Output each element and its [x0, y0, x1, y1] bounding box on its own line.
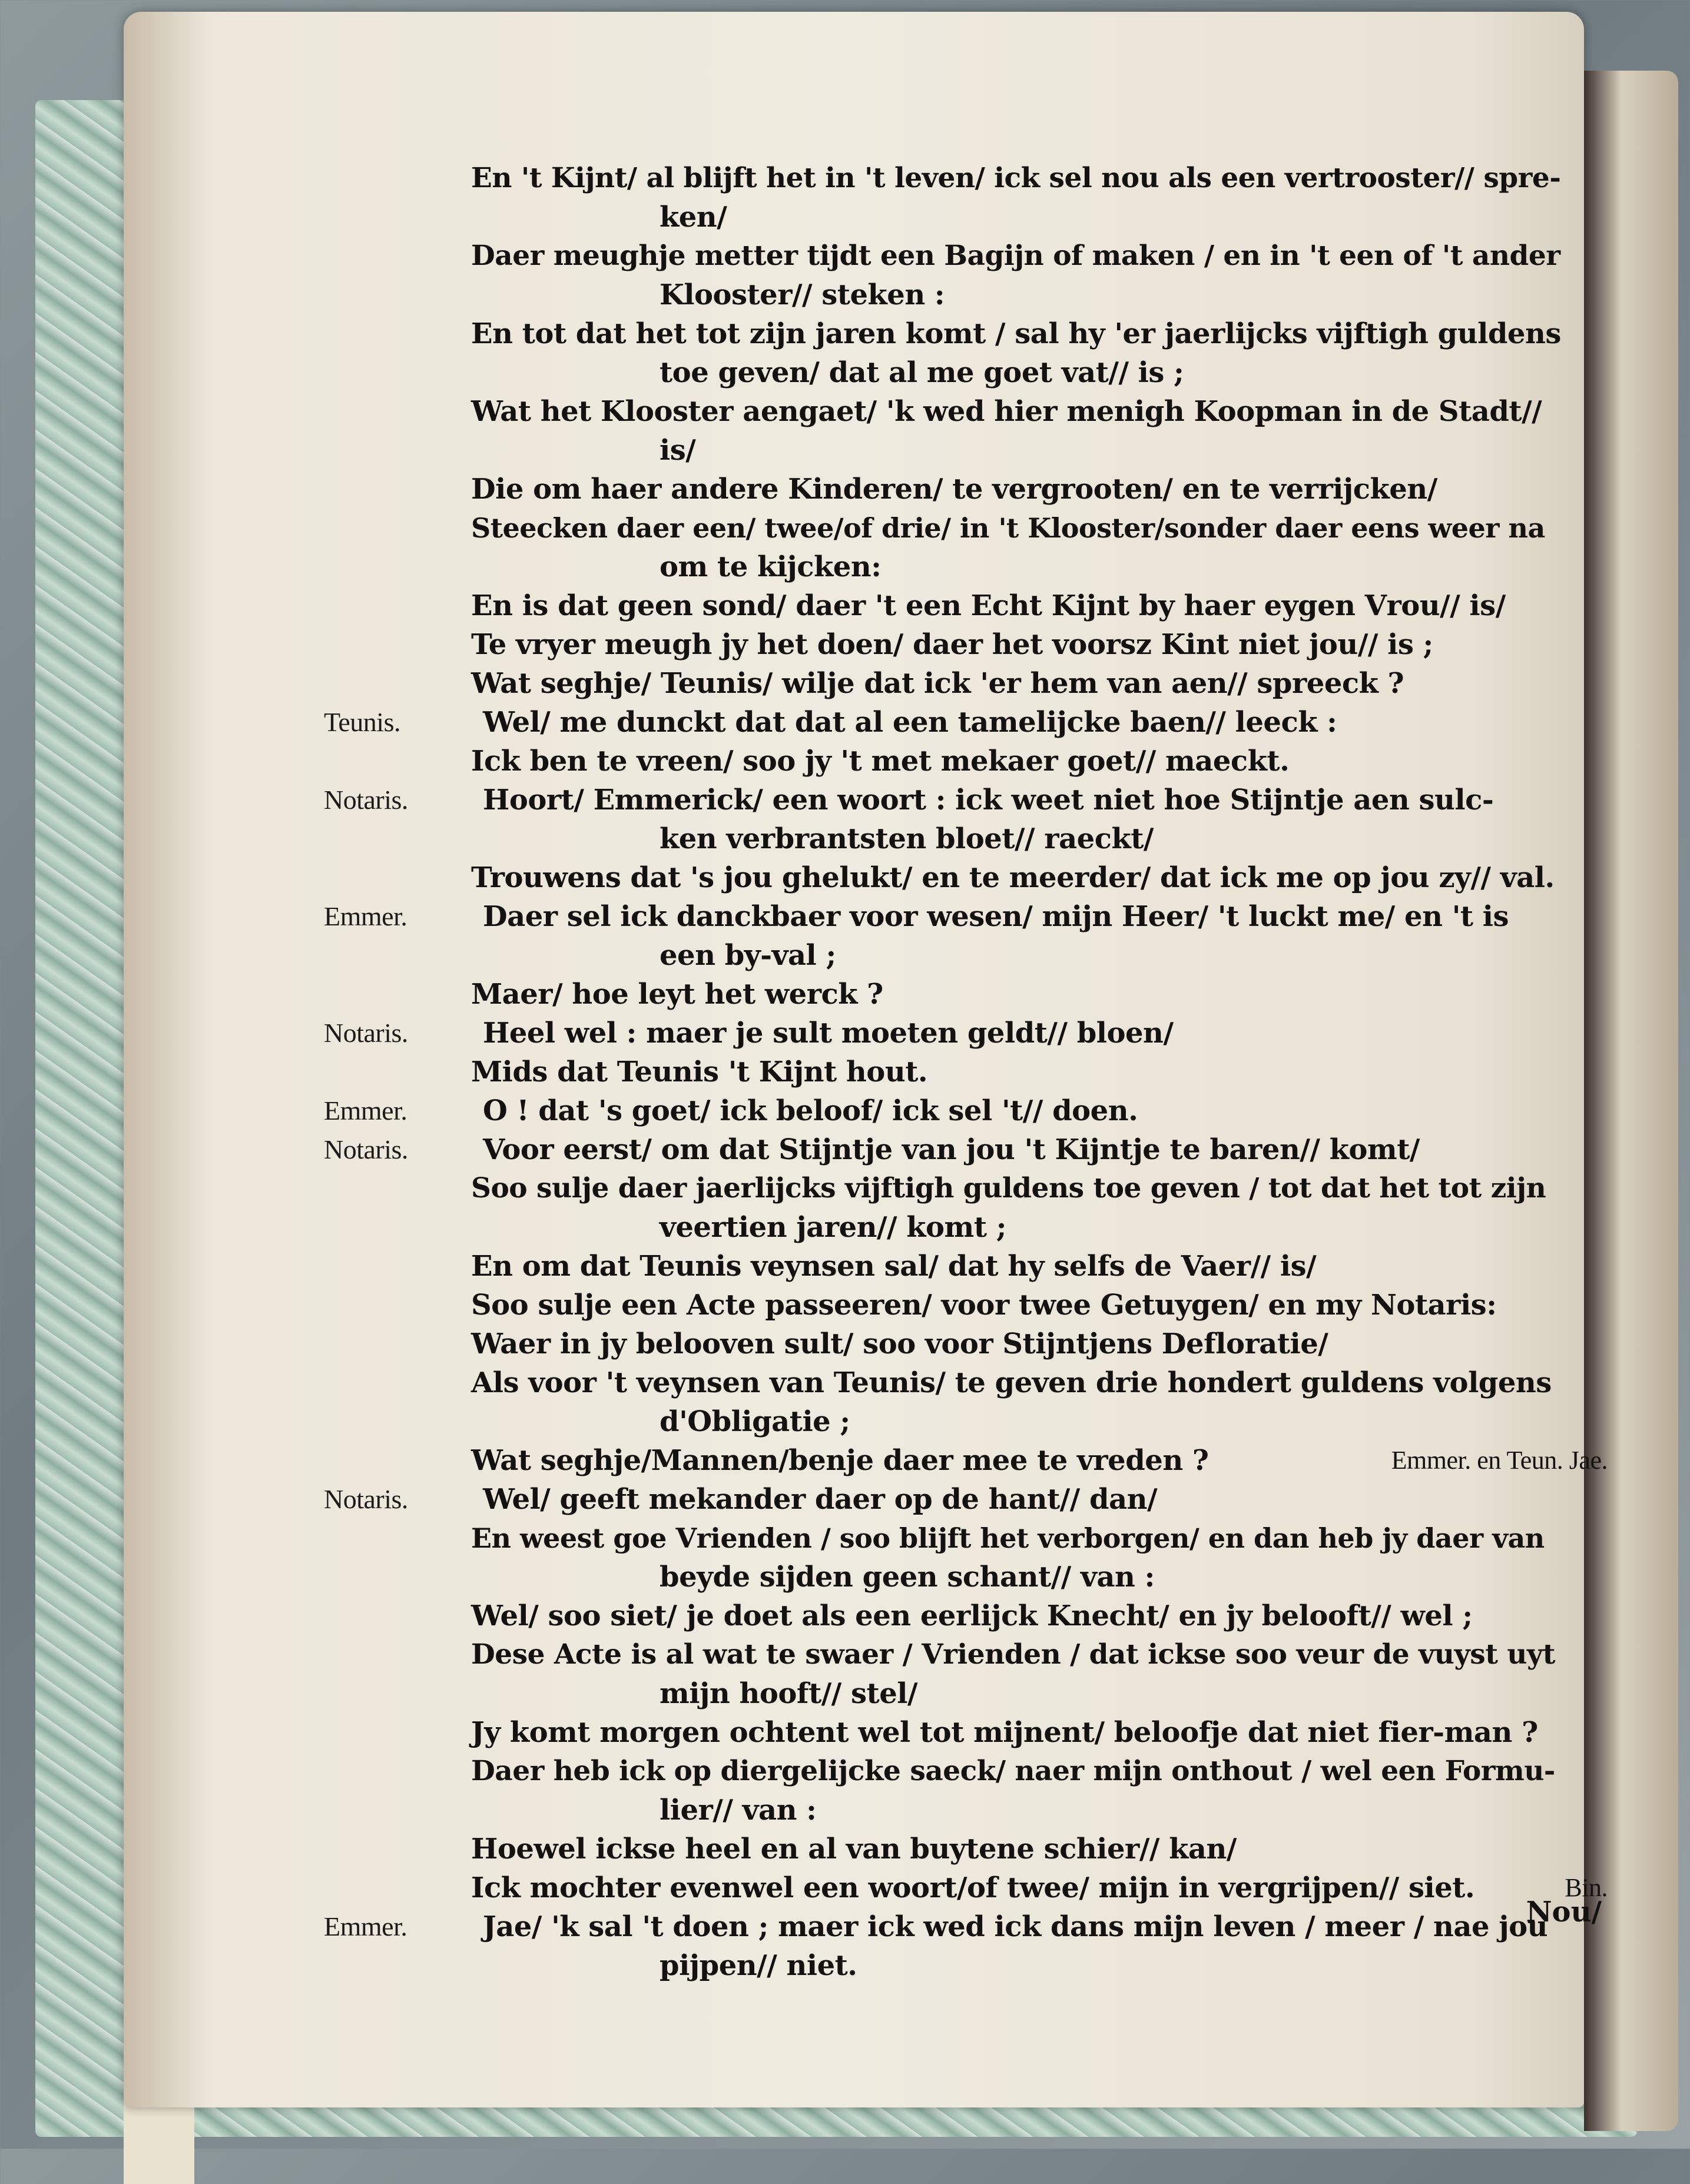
inline-speaker-note: Bin. — [1565, 1873, 1608, 1902]
dialogue-text: En is dat geen sond/ daer 't een Echt Kijnt by haer eygen Vrou// is/ — [471, 589, 1506, 622]
text-line — [330, 547, 1608, 586]
dialogue-text: Jy komt morgen ochtent wel tot mijnent/ beloofje dat niet fier-man ? — [471, 1716, 1538, 1749]
text-line — [324, 1091, 1608, 1130]
dialogue-text: ken verbrantsten bloet// raeckt/ — [660, 822, 1154, 855]
text-line — [330, 237, 1608, 276]
text-line — [330, 1169, 1608, 1208]
speaker-label: Notaris. — [324, 1484, 408, 1514]
dialogue-text: Ick ben te vreen/ soo jy 't met mekaer goet// maeckt. — [471, 745, 1290, 778]
text-line — [330, 1402, 1608, 1441]
dialogue-text: Soo sulje een Acte passeeren/ voor twee Getuygen/ en my Notaris: — [471, 1289, 1497, 1322]
text-line — [330, 586, 1608, 625]
text-line — [330, 1946, 1608, 1985]
speaker-label: Emmer. — [324, 901, 407, 931]
text-line — [330, 509, 1608, 547]
dialogue-text: Mids dat Teunis 't Kijnt hout. — [471, 1056, 928, 1088]
dialogue-text: Klooster// steken : — [660, 278, 945, 311]
text-line — [324, 1130, 1608, 1169]
dialogue-text: toe geven/ dat al me goet vat// is ; — [660, 356, 1184, 389]
dialogue-text: veertien jaren// komt ; — [660, 1211, 1006, 1244]
text-line — [330, 470, 1608, 509]
text-line — [330, 198, 1608, 237]
speaker-label: Emmer. — [324, 1911, 407, 1941]
speaker-label: Notaris. — [324, 1134, 408, 1164]
text-line — [330, 664, 1608, 703]
dialogue-text: En 't Kijnt/ al blijft het in 't leven/ ick sel nou als een vertrooster// spre- — [471, 162, 1561, 194]
text-line — [330, 1441, 1608, 1480]
dialogue-text: Daer sel ick danckbaer voor wesen/ mijn Heer/ 't luckt me/ en 't is — [483, 900, 1509, 933]
dialogue-text: Als voor 't veynsen van Teunis/ te geven drie hondert guldens volgens — [471, 1366, 1552, 1399]
dialogue-text: d'Obligatie ; — [660, 1405, 850, 1438]
dialogue-text: O ! dat 's goet/ ick beloof/ ick sel 't// doen. — [483, 1094, 1138, 1127]
text-line — [330, 858, 1608, 897]
dialogue-text: Wat seghje/Mannen/benje daer mee te vreden ? — [471, 1444, 1209, 1477]
text-line — [330, 1596, 1608, 1635]
text-line — [324, 897, 1608, 936]
text-line — [330, 1325, 1608, 1363]
text-line — [330, 1208, 1608, 1247]
dialogue-text: Trouwens dat 's jou ghelukt/ en te meerder/ dat ick me op jou zy// val. — [471, 861, 1555, 894]
dialogue-text: Wel/ soo siet/ je doet als een eerlijck Knecht/ en jy belooft// wel ; — [471, 1599, 1473, 1632]
text-line — [330, 1053, 1608, 1091]
speaker-label: Emmer. — [324, 1096, 407, 1126]
text-line — [324, 1907, 1608, 1946]
dialogue-text: Voor eerst/ om dat Stijntje van jou 't Kijntje te baren// komt/ — [483, 1133, 1420, 1166]
text-line — [330, 1752, 1608, 1791]
dialogue-text: Waer in jy belooven sult/ soo voor Stijntjens Defloratie/ — [471, 1327, 1328, 1360]
page-edge-shading — [124, 12, 206, 2107]
text-line — [330, 1713, 1608, 1752]
text-line — [330, 1791, 1608, 1830]
dialogue-text: Daer meughje metter tijdt een Bagijn of maken / en in 't een of 't ander — [471, 240, 1560, 272]
dialogue-text: Dese Acte is al wat te swaer / Vrienden / dat ickse soo veur de vuyst uyt — [471, 1638, 1555, 1671]
dialogue-text: Ick mochter evenwel een woort/of twee/ mijn in vergrijpen// siet. — [471, 1871, 1475, 1904]
text-line — [330, 353, 1608, 392]
dialogue-text: beyde sijden geen schant// van : — [660, 1561, 1155, 1594]
dialogue-text: En weest goe Vrienden / soo blijft het verborgen/ en dan heb jy daer van — [471, 1522, 1545, 1554]
speaker-label: Notaris. — [324, 1018, 408, 1048]
text-line — [330, 1363, 1608, 1402]
text-line — [330, 1830, 1608, 1868]
dialogue-text: is/ — [660, 434, 696, 467]
text-line — [330, 975, 1608, 1014]
dialogue-text: Wat het Klooster aengaet/ 'k wed hier menigh Koopman in de Stadt// — [471, 395, 1542, 428]
dialogue-text: mijn hooft// stel/ — [660, 1677, 918, 1710]
dialogue-text: Jae/ 'k sal 't doen ; maer ick wed ick dans mijn leven / meer / nae jou — [483, 1910, 1547, 1943]
text-line — [330, 625, 1608, 664]
dialogue-text: Daer heb ick op diergelijcke saeck/ naer mijn onthout / wel een Formu- — [471, 1755, 1555, 1787]
dialogue-text: Wel/ me dunckt dat dat al een tamelijcke baen// leeck : — [483, 706, 1337, 739]
text-line — [330, 1674, 1608, 1713]
text-line — [330, 392, 1608, 431]
text-line — [324, 1014, 1608, 1053]
text-line — [330, 159, 1608, 198]
text-line — [330, 742, 1608, 781]
dialogue-text: Wel/ geeft mekander daer op de hant// dan/ — [483, 1483, 1158, 1516]
dialogue-text: Die om haer andere Kinderen/ te vergrooten/ en te verrijcken/ — [471, 473, 1437, 506]
dialogue-text: Hoewel ickse heel en al van buytene schier// kan/ — [471, 1833, 1237, 1866]
text-line — [330, 1519, 1608, 1558]
dialogue-text: Soo sulje daer jaerlijcks vijftigh guldens toe geven / tot dat het tot zijn — [471, 1172, 1546, 1204]
text-line — [330, 314, 1608, 353]
dialogue-text: En om dat Teunis veynsen sal/ dat hy selfs de Vaer// is/ — [471, 1250, 1317, 1283]
dialogue-text: En tot dat het tot zijn jaren komt / sal hy 'er jaerlijcks vijftigh guldens — [471, 317, 1561, 350]
dialogue-text: Hoort/ Emmerick/ een woort : ick weet niet hoe Stijntje aen sulc- — [483, 784, 1494, 816]
text-line — [330, 1558, 1608, 1596]
dialogue-text: ken/ — [660, 201, 727, 234]
text-line — [324, 781, 1608, 819]
dialogue-text: Heel wel : maer je sult moeten geldt// bloen/ — [483, 1017, 1174, 1050]
text-line — [330, 819, 1608, 858]
text-line — [324, 1480, 1608, 1519]
catchword: Nou/ — [1526, 1896, 1602, 1929]
text-line — [330, 276, 1608, 314]
text-line — [324, 703, 1608, 742]
text-line — [330, 936, 1608, 975]
dialogue-text: een by-val ; — [660, 939, 836, 972]
text-line — [330, 1868, 1608, 1907]
text-line — [330, 1247, 1608, 1286]
speaker-label: Teunis. — [324, 707, 400, 737]
text-line — [330, 431, 1608, 470]
speaker-label: Notaris. — [324, 785, 408, 815]
text-line — [330, 1286, 1608, 1325]
dialogue-text: Wat seghje/ Teunis/ wilje dat ick 'er hem van aen// spreeck ? — [471, 667, 1404, 700]
page-text — [324, 159, 1608, 1985]
dialogue-text: lier// van : — [660, 1794, 817, 1827]
dialogue-text: pijpen// niet. — [660, 1949, 857, 1982]
inline-speaker-note: Emmer. en Teun. Jae. — [1391, 1446, 1608, 1475]
dialogue-text: Steecken daer een/ twee/of drie/ in 't Klooster/sonder daer eens weer na — [471, 512, 1545, 544]
dialogue-text: Maer/ hoe leyt het werck ? — [471, 978, 883, 1011]
text-line — [330, 1635, 1608, 1674]
dialogue-text: Te vryer meugh jy het doen/ daer het voorsz Kint niet jou// is ; — [471, 628, 1433, 661]
dialogue-text: om te kijcken: — [660, 550, 882, 583]
